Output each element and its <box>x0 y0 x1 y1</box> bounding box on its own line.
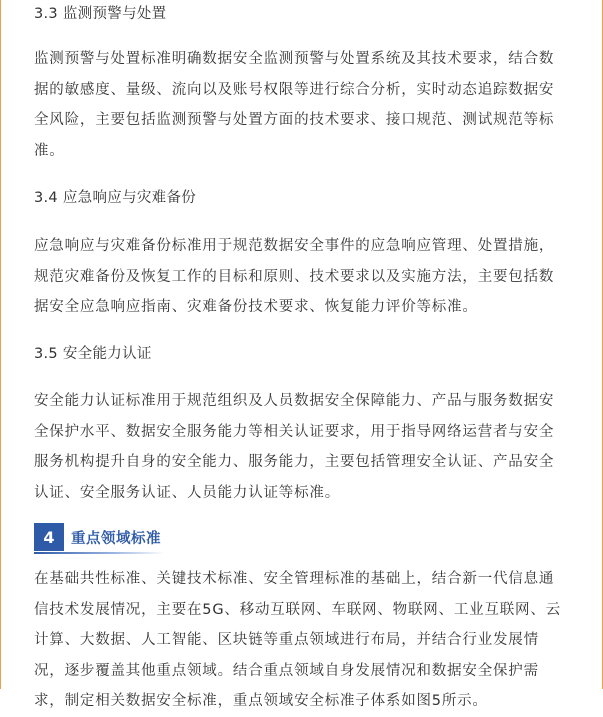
section-number-badge: 4 <box>34 523 64 551</box>
paragraph-line: 安全能力认证标准用于规范组织及人员数据安全保障能力、产品与服务数据安 <box>34 393 555 409</box>
section-3-5-paragraph <box>34 386 572 508</box>
paragraph-line: 准。 <box>34 142 65 159</box>
section-3-4-heading: 3.4 应急响应与灾难备份 <box>34 190 197 206</box>
paragraph-line: 况，逐步覆盖其他重点领域。结合重点领域自身发展情况和数据安全保护需 <box>34 662 539 679</box>
paragraph-line: 规范灾难备份及恢复工作的目标和原则、技术要求以及实施方法，主要包括数 <box>34 268 555 285</box>
paragraph-line: 全风险，主要包括监测预警与处置方面的技术要求、接口规范、测试规范等标 <box>34 112 555 128</box>
paragraph-line: 应急响应与灾难备份标准用于规范数据安全事件的应急响应管理、处置措施， <box>34 238 555 254</box>
paragraph-line: 据的敏感度、量级、流向以及账号权限等进行综合分析，实时动态追踪数据安 <box>34 81 555 98</box>
section-4-paragraph <box>34 564 572 717</box>
paragraph-line: 全保护水平、数据安全服务能力等相关认证要求，用于指导网络运营者与安全 <box>34 423 555 440</box>
paragraph-line: 求，制定相关数据安全标准，重点领域安全标准子体系如图5所示。 <box>34 693 488 709</box>
paragraph-line: 信技术发展情况，主要在5G、移动互联网、车联网、物联网、工业互联网、云 <box>34 601 561 618</box>
section-3-5-heading: 3.5 安全能力认证 <box>34 346 152 362</box>
section-4-title: 重点领域标准 <box>71 530 161 547</box>
paragraph-line: 计算、大数据、人工智能、区块链等重点领域进行布局，并结合行业发展情 <box>34 632 539 648</box>
paragraph-line: 认证、安全服务认证、人员能力认证等标准。 <box>34 484 340 501</box>
section-4-header <box>34 522 161 552</box>
paragraph-line: 服务机构提升自身的安全能力、服务能力，主要包括管理安全认证、产品安全 <box>34 454 555 470</box>
section-3-4-paragraph <box>34 231 572 323</box>
section-3-3-heading: 3.3 监测预警与处置 <box>34 6 167 22</box>
section-title-underline <box>34 552 165 554</box>
section-3-3-paragraph <box>34 44 572 166</box>
paragraph-line: 在基础共性标准、关键技术标准、安全管理标准的基础上，结合新一代信息通 <box>34 571 555 587</box>
paragraph-line: 监测预警与处置标准明确数据安全监测预警与处置系统及其技术要求，结合数 <box>34 51 555 67</box>
paragraph-line: 据安全应急响应指南、灾难备份技术要求、恢复能力评价等标准。 <box>34 299 478 315</box>
